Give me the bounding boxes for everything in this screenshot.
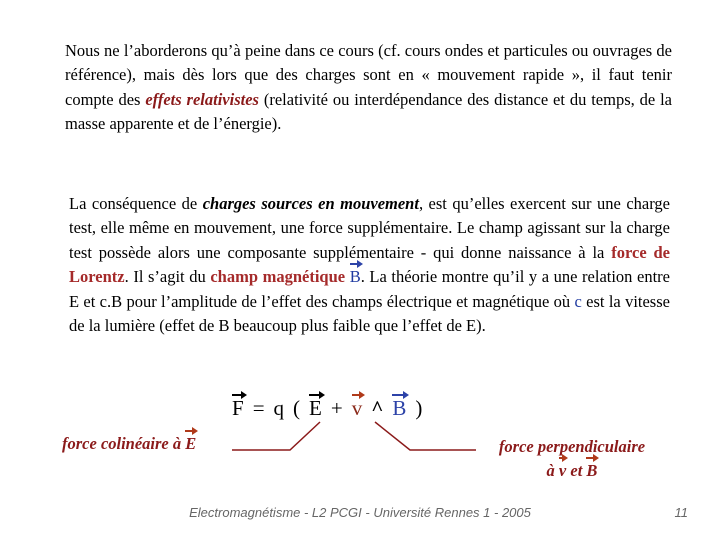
- annotation-right-vector-v: v: [559, 459, 566, 483]
- formula-force-vector: F: [232, 396, 245, 420]
- formula-electric-vector: E: [309, 396, 323, 420]
- footer: Electromagnétisme - L2 PCGI - Université Rennes 1 - 2005: [189, 505, 531, 520]
- para2-text-5: . La théorie montre qu’il y a une relation entre E et c.B pour l’amplitude de l’effet des champs électrique et magnétique où: [69, 267, 670, 311]
- formula-velocity-vector: v: [351, 396, 364, 420]
- annotation-right-vector-b: B: [586, 459, 597, 483]
- annotation-right-et: et: [566, 461, 587, 480]
- annotation-right-line2: [484, 459, 660, 483]
- emphasis-moving-charges: charges sources en mouvement: [202, 194, 419, 213]
- page-number: 11: [674, 505, 688, 520]
- para2-text-3: . Il s’agit du: [124, 267, 211, 287]
- formula-charge: q: [273, 396, 286, 420]
- annotation-colinear-force: [62, 432, 196, 456]
- highlight-magnetic-field: champ magnétique: [210, 267, 346, 287]
- annotation-perpendicular-force: [484, 435, 660, 483]
- para1-text-start: Nous ne l’aborderons qu’à peine dans ce cours (cf. cours ondes et particules ou ouvrages de référence), mais dès lors que des charges sont en « mouvement rapide », il faut tenir compte des: [65, 41, 672, 109]
- left-connector-line: [232, 422, 320, 450]
- highlight-relativistic-effects: effets relativistes: [145, 89, 259, 109]
- annotation-left-vector-e: E: [185, 432, 196, 456]
- annotation-left-text: force colinéaire à: [62, 434, 186, 453]
- para2-text-6: est la vitesse de la lumière (effet de B beaucoup plus faible que l’effet de E).: [69, 291, 670, 336]
- highlight-lorentz-force: force de Lorentz: [69, 242, 671, 287]
- annotation-right-line1: force perpendiculaire: [498, 437, 646, 456]
- formula-equals: =: [252, 396, 266, 420]
- para2-text-1: La conséquence de: [69, 194, 203, 213]
- formula-open-paren: (: [293, 396, 302, 420]
- formula-cross-product: ^: [371, 396, 385, 420]
- speed-of-light-symbol: c: [574, 291, 582, 311]
- annotation-right-a: à: [546, 461, 559, 480]
- formula-magnetic-vector: B: [392, 396, 408, 420]
- vector-b-symbol: B: [350, 265, 361, 289]
- para1-text-end: (relativité ou interdépendance des distance et du temps, de la masse apparente et de l’énergie).: [65, 89, 673, 134]
- formula-plus: +: [330, 396, 344, 420]
- right-connector-line: [375, 422, 476, 450]
- formula-close-paren: ): [415, 396, 424, 420]
- para2-text-2: , est qu’elles exercent sur une charge test, elle même en mouvement, une force supplémentaire. Le champ agissant sur la charge test possède alors une composante supplémentaire - qui donne naissance à la: [69, 194, 670, 262]
